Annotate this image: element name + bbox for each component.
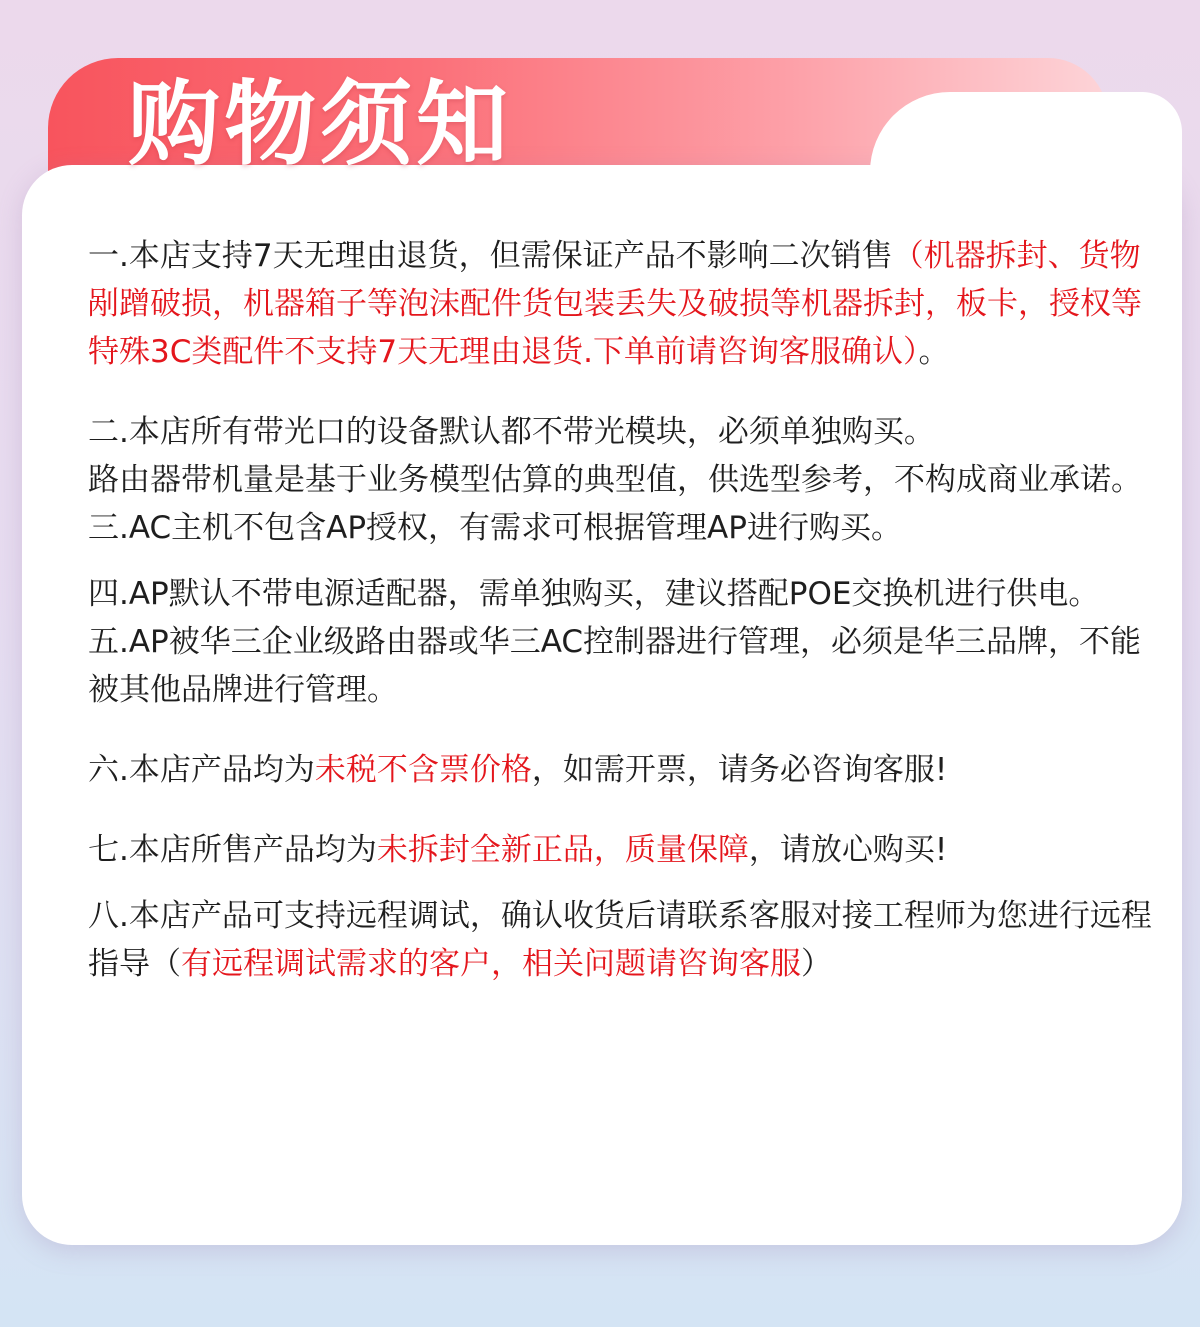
highlight-text: 未拆封全新正品，质量保障 [376,832,749,868]
notice-item-6: 六.本店产品均为未税不含票价格，如需开票，请务必咨询客服! [88,752,948,788]
highlight-text: 有远程调试需求的客户，相关问题请咨询客服 [181,946,801,982]
notice-item-7: 七.本店所售产品均为未拆封全新正品，质量保障，请放心购买! [88,832,948,868]
card-notch [870,92,1182,232]
notice-list [88,232,1163,988]
notice-item-4: 四.AP默认不带电源适配器，需单独购买，建议搭配POE交换机进行供电。 [88,576,1100,612]
page-title: 购物须知 [128,71,513,178]
highlight-text: 未税不含票价格 [314,752,532,788]
notice-item-3: 三.AC主机不包含AP授权，有需求可根据管理AP进行购买。 [88,510,902,546]
highlight-text: （机器拆封、货物剐蹭破损，机器箱子等泡沫配件货包装丢失及破损等机器拆封，板卡，授权等特殊3C类配件不支持7天无理由退货.下单前请咨询客服确认） [88,238,1142,370]
notice-item-5: 五.AP被华三企业级路由器或华三AC控制器进行管理，必须是华三品牌，不能被其他品牌进行管理。 [88,624,1142,708]
notice-item-1: 一.本店支持7天无理由退货，但需保证产品不影响二次销售（机器拆封、货物剐蹭破损，机器箱子等泡沫配件货包装丢失及破损等机器拆封，板卡，授权等特殊3C类配件不支持7天无理由退货.下单前请咨询客服确认）。 [88,238,1142,370]
notice-item-2-note: 路由器带机量是基于业务模型估算的典型值，供选型参考，不构成商业承诺。 [88,462,1142,498]
notice-item-2: 二.本店所有带光口的设备默认都不带光模块，必须单独购买。 [88,414,935,450]
notice-item-8: 八.本店产品可支持远程调试，确认收货后请联系客服对接工程师为您进行远程指导（有远程调试需求的客户，相关问题请咨询客服） [88,898,1152,982]
